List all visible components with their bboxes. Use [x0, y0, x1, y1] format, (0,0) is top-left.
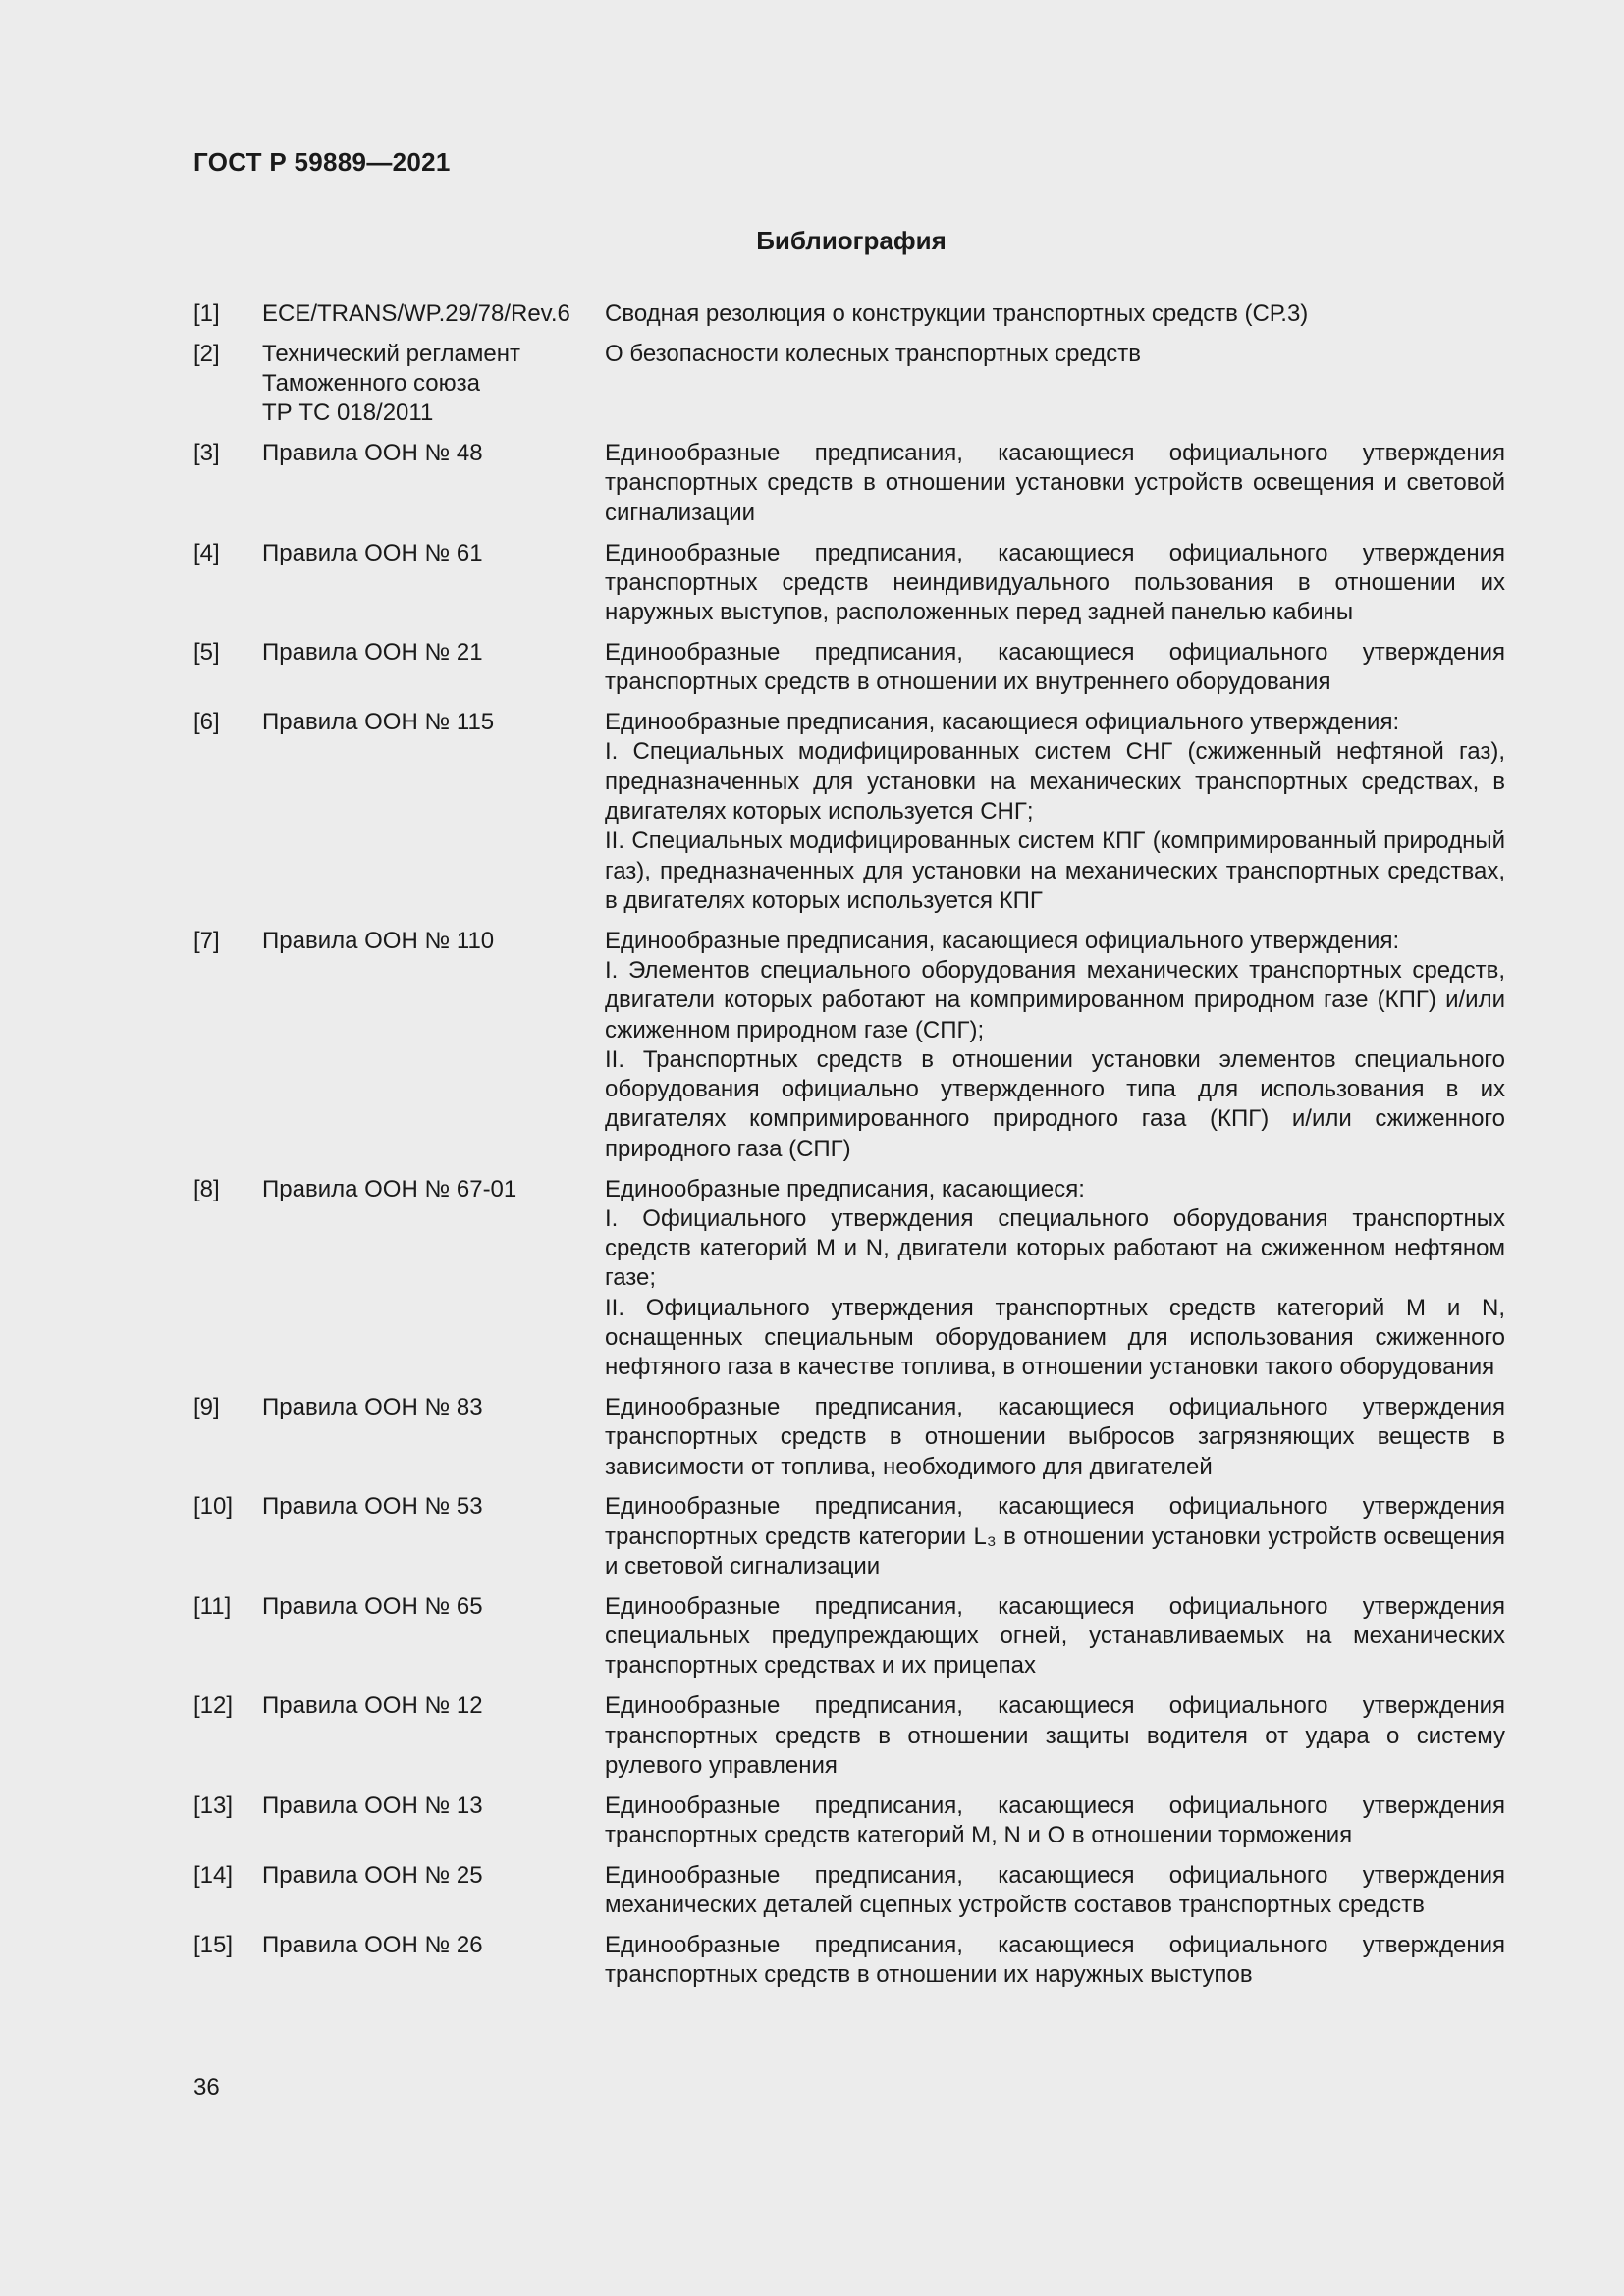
- entry-description: [605, 1791, 1505, 1851]
- entry-source: Правила ООН № 48: [262, 440, 483, 467]
- entry-number: [14]: [193, 1861, 234, 1889]
- entry-description-paragraph: II. Официального утверждения транспортных средств категорий М и N, оснащенных специальным оборудованием для использования сжиженного нефтяного газа в качестве топлива, в отношении установки такого оборудования: [605, 1294, 1505, 1381]
- entry-description: [605, 1592, 1505, 1682]
- entry-description-paragraph: II. Транспортных средств в отношении установки элементов специального оборудования официально утвержденного типа для использования в их двигателях компримированного природного газа (КПГ) и/или сжиженного природного газа (СПГ): [605, 1045, 1505, 1162]
- entry-description-paragraph: Единообразные предписания, касающиеся официального утверждения транспортных средств категорий М, N и O в отношении торможения: [605, 1791, 1505, 1848]
- entry-source: Правила ООН № 115: [262, 709, 495, 736]
- entry-description-paragraph: Единообразные предписания, касающиеся официального утверждения:: [605, 709, 1400, 736]
- bibliography-entry: [193, 1393, 1505, 1482]
- entry-description-paragraph: Единообразные предписания, касающиеся официального утверждения транспортных средств в отношении защиты водителя от удара о систему рулевого управления: [605, 1692, 1505, 1779]
- page-number: 36: [193, 2074, 220, 2101]
- entry-source: Правила ООН № 83: [262, 1394, 483, 1421]
- entry-source: Правила ООН № 53: [262, 1493, 483, 1521]
- entry-source: Правила ООН № 25: [262, 1861, 483, 1889]
- entry-source: Технический регламент Таможенного союза ТР ТС 018/2011: [262, 340, 520, 427]
- bibliography-entry: [193, 708, 1505, 916]
- bibliography-entry: [193, 340, 1505, 429]
- page-title: Библиография: [756, 226, 947, 255]
- bibliography-entry: [193, 1175, 1505, 1383]
- bibliography-entry: [193, 1592, 1505, 1682]
- entry-number: [4]: [193, 539, 220, 566]
- entry-source: Правила ООН № 21: [262, 638, 483, 666]
- entry-description: [605, 1861, 1505, 1921]
- entry-description: [605, 1175, 1505, 1383]
- entry-number: [2]: [193, 340, 220, 367]
- entry-description: [605, 299, 1505, 329]
- entry-description-paragraph: Единообразные предписания, касающиеся официального утверждения транспортных средств в отношении выбросов загрязняющих веществ в зависимости от топлива, необходимого для двигателей: [605, 1394, 1505, 1480]
- entry-description: [605, 340, 1505, 369]
- document-code: ГОСТ Р 59889—2021: [193, 147, 451, 177]
- entry-description-paragraph: О безопасности колесных транспортных средств: [605, 340, 1142, 367]
- entry-number: [3]: [193, 440, 220, 467]
- entry-source: Правила ООН № 12: [262, 1692, 483, 1720]
- entry-number: [13]: [193, 1791, 234, 1819]
- entry-number: [9]: [193, 1394, 220, 1421]
- entry-number: [10]: [193, 1493, 234, 1521]
- entry-number: [6]: [193, 709, 220, 736]
- entry-description-paragraph: I. Элементов специального оборудования механических транспортных средств, двигатели которых работают на компримированном природном газе (КПГ) и/или сжиженном природном газе (СПГ);: [605, 956, 1505, 1043]
- bibliography-entry: [193, 1931, 1505, 1991]
- entry-description-paragraph: Единообразные предписания, касающиеся официального утверждения специальных предупреждающих огней, устанавливаемых на механических транспортных средствах и их прицепах: [605, 1592, 1505, 1680]
- bibliography-entry: [193, 299, 1505, 329]
- entry-source: Правила ООН № 26: [262, 1931, 483, 1958]
- bibliography-entry: [193, 1791, 1505, 1851]
- bibliography-entry: [193, 539, 1505, 628]
- entry-source: Правила ООН № 67-01: [262, 1175, 517, 1202]
- entry-number: [7]: [193, 927, 220, 954]
- entry-number: [5]: [193, 638, 220, 666]
- entry-number: [8]: [193, 1175, 220, 1202]
- bibliography-entry: [193, 1861, 1505, 1921]
- entry-number: [11]: [193, 1592, 232, 1620]
- bibliography-list: [193, 299, 1505, 2001]
- bibliography-entry: [193, 638, 1505, 698]
- entry-description-paragraph: Единообразные предписания, касающиеся:: [605, 1175, 1085, 1202]
- entry-number: [15]: [193, 1931, 234, 1958]
- entry-description: [605, 927, 1505, 1164]
- entry-description-paragraph: Единообразные предписания, касающиеся официального утверждения:: [605, 927, 1400, 954]
- entry-description: [605, 439, 1505, 528]
- entry-source: ECE/TRANS/WP.29/78/Rev.6: [262, 300, 570, 327]
- entry-description-paragraph: Единообразные предписания, касающиеся официального утверждения механических деталей сцепных устройств составов транспортных средств: [605, 1861, 1505, 1919]
- bibliography-entry: [193, 1691, 1505, 1781]
- entry-description-paragraph: Единообразные предписания, касающиеся официального утверждения транспортных средств в отношении установки устройств освещения и световой сигнализации: [605, 440, 1505, 526]
- entry-description-paragraph: I. Специальных модифицированных систем СНГ (сжиженный нефтяной газ), предназначенных для установки на механических транспортных средствах, в двигателях которых используется СНГ;: [605, 738, 1505, 825]
- entry-description-paragraph: II. Специальных модифицированных систем КПГ (компримированный природный газ), предназначенных для установки на механических транспортных средствах, в двигателях которых используется КПГ: [605, 828, 1505, 914]
- entry-number: [12]: [193, 1692, 234, 1720]
- bibliography-entry: [193, 1492, 1505, 1581]
- entry-description: [605, 1931, 1505, 1991]
- entry-source: Правила ООН № 61: [262, 539, 483, 566]
- entry-description: [605, 539, 1505, 628]
- entry-description-paragraph: Сводная резолюция о конструкции транспортных средств (СР.3): [605, 300, 1309, 327]
- entry-description: [605, 1393, 1505, 1482]
- entry-description: [605, 638, 1505, 698]
- entry-source: Правила ООН № 65: [262, 1592, 483, 1620]
- entry-description-paragraph: Единообразные предписания, касающиеся официального утверждения транспортных средств неиндивидуального пользования в отношении их наружных выступов, расположенных перед задней панелью кабины: [605, 539, 1505, 626]
- bibliography-entry: [193, 439, 1505, 528]
- entry-source: Правила ООН № 13: [262, 1791, 483, 1819]
- entry-description-paragraph: Единообразные предписания, касающиеся официального утверждения транспортных средств в отношении их внутреннего оборудования: [605, 638, 1505, 696]
- entry-description-paragraph: Единообразные предписания, касающиеся официального утверждения транспортных средств в отношении их наружных выступов: [605, 1931, 1505, 1989]
- entry-description-paragraph: I. Официального утверждения специального оборудования транспортных средств категорий М и N, двигатели которых работают на сжиженном нефтяном газе;: [605, 1204, 1505, 1292]
- bibliography-entry: [193, 927, 1505, 1164]
- entry-description: [605, 708, 1505, 916]
- entry-description-paragraph: Единообразные предписания, касающиеся официального утверждения транспортных средств категории L₃ в отношении установки устройств освещения и световой сигнализации: [605, 1493, 1505, 1580]
- entry-description: [605, 1492, 1505, 1581]
- entry-description: [605, 1691, 1505, 1781]
- entry-number: [1]: [193, 300, 220, 327]
- entry-source: Правила ООН № 110: [262, 927, 495, 954]
